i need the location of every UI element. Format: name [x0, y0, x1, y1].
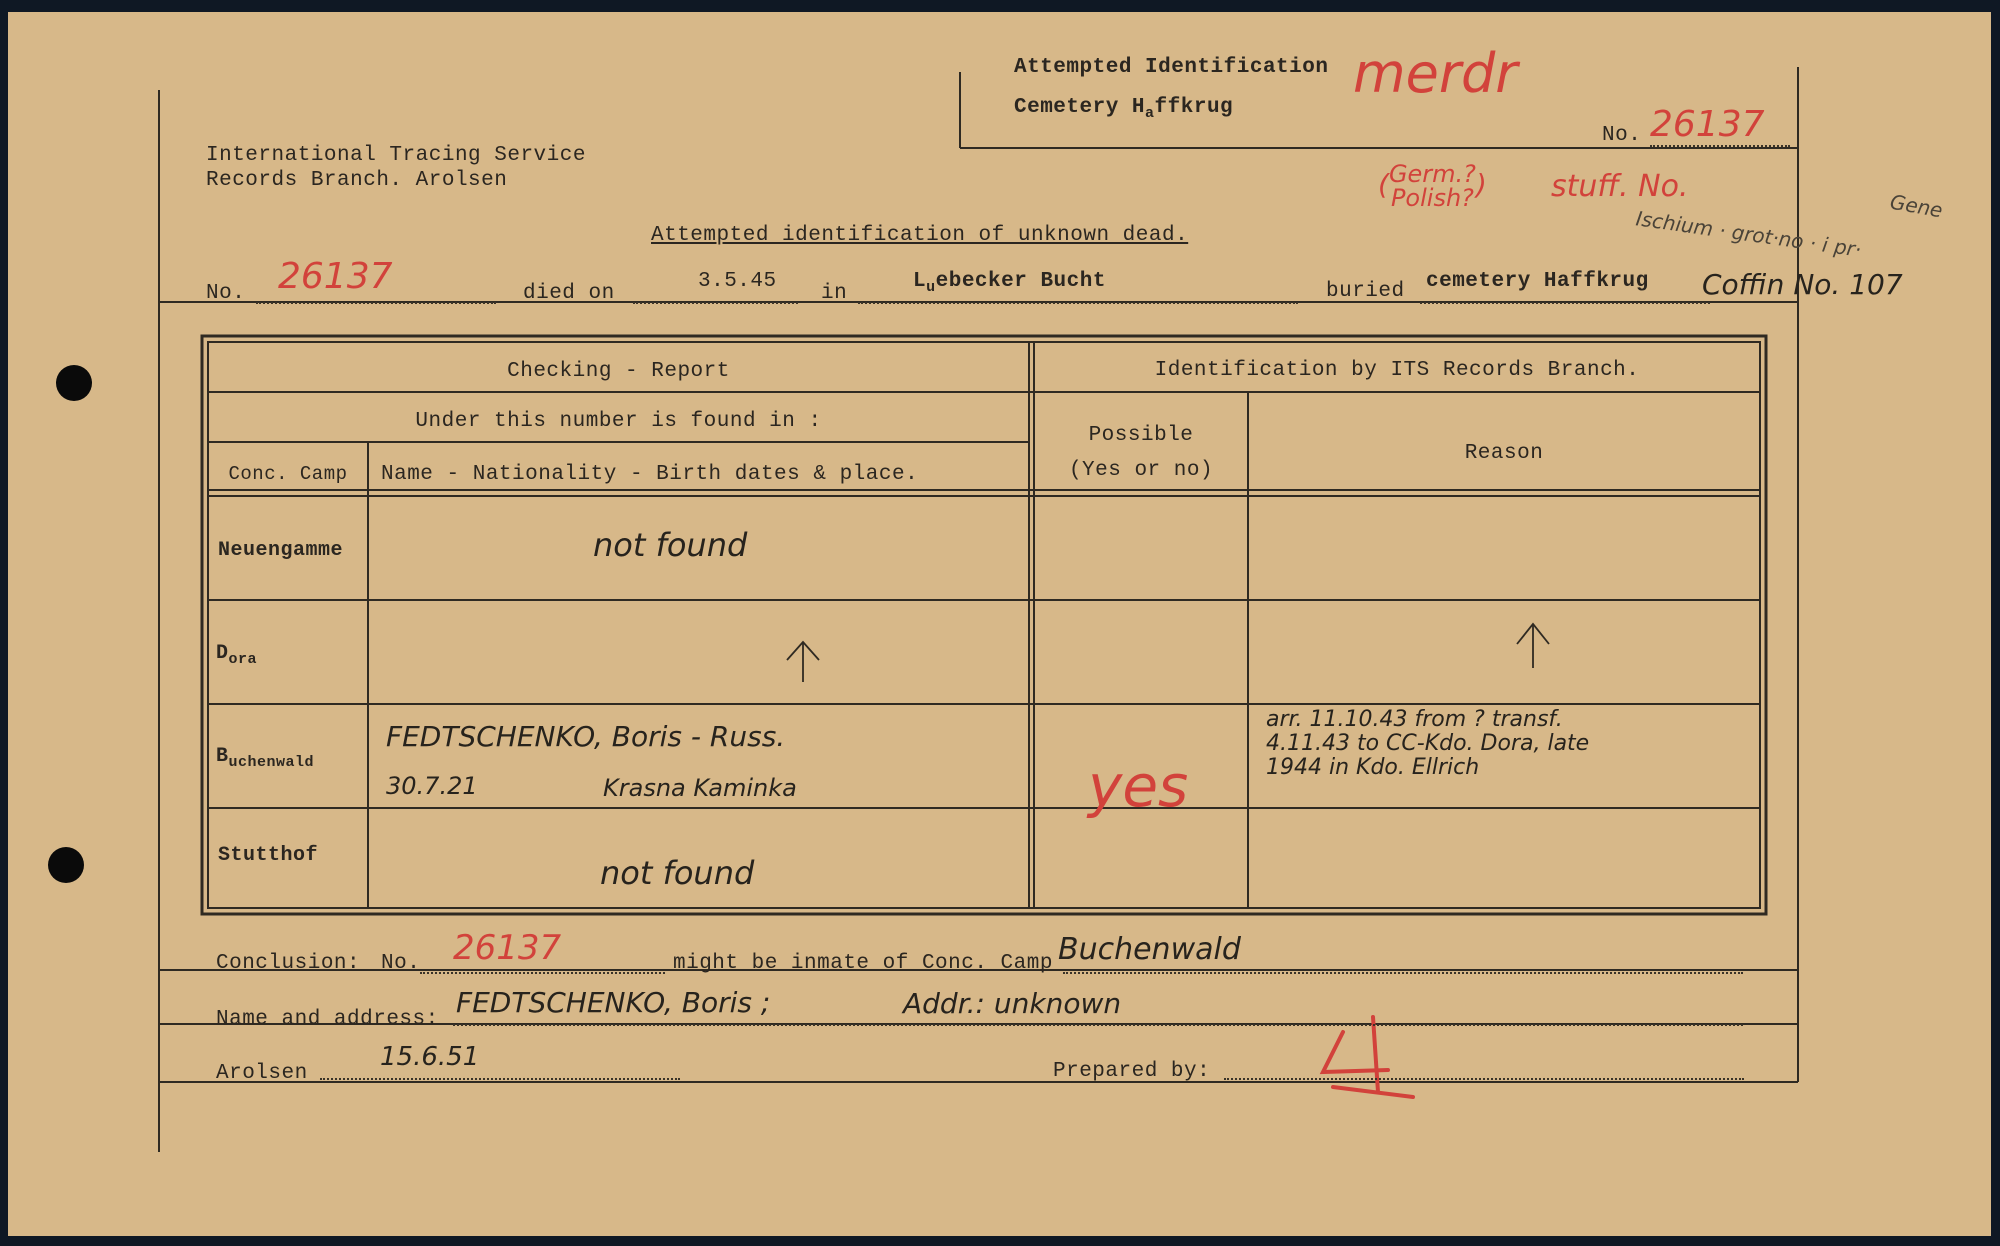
arolsen-label: Arolsen [216, 1062, 308, 1085]
pencil-note-gene: Gene [1888, 189, 1945, 223]
buried-label: buried [1326, 280, 1405, 303]
row-camp-dora: $D_{ora}$ [216, 642, 258, 668]
buried-value: cemetery Haffkrug [1426, 270, 1649, 293]
handwritten-germ-polish: ( Germ.? Polish? ) [1378, 160, 1487, 212]
prepared-by-label: Prepared by: [1053, 1060, 1211, 1083]
row-camp-buchenwald: $B_{uchenwald}$ [216, 745, 315, 771]
conclusion-no-label: No. [381, 952, 421, 975]
died-on-label: died on [523, 282, 615, 305]
arolsen-date: 15.6.51 [380, 1042, 480, 1072]
punch-hole-top [56, 365, 92, 401]
conclusion-no-dots [420, 972, 665, 974]
record-no-dots [256, 302, 496, 304]
row-name-not-found-2: not found [600, 854, 755, 892]
red-initial-mark [1323, 1017, 1413, 1097]
row-birth-date: 30.7.21 [386, 772, 478, 800]
form-rule-lines [8, 12, 1991, 1236]
died-on-dots [633, 302, 798, 304]
row-camp-stutthof: Stutthof [218, 844, 319, 867]
name-address-label: Name and address: [216, 1008, 439, 1031]
conclusion-no-value: 26137 [453, 928, 562, 968]
row-camp-neuengamme: Neuengamme [218, 539, 344, 562]
form-title: Attempted identification of unknown dead. [651, 224, 1189, 247]
in-label: in [821, 282, 848, 305]
row-name-fedtschenko: FEDTSCHENKO, Boris - Russ. [386, 720, 786, 753]
punch-hole-bottom [48, 847, 84, 883]
place-value: $L_uebecker$ Bucht [913, 270, 1106, 297]
pencil-note-line: Ischium · grot·no · i pr· [1634, 206, 1863, 262]
col-conc-camp: Conc. Camp [228, 463, 348, 485]
col-name-nationality: Name - Nationality - Birth dates & place. [381, 463, 919, 486]
col-reason: Reason [1464, 442, 1544, 465]
name-address-value: FEDTSCHENKO, Boris ; [456, 986, 771, 1019]
place-dots [858, 302, 1298, 304]
record-card [8, 12, 1991, 1236]
cemetery-label: Cemetery $H_affkrug$ [1014, 96, 1234, 123]
handwritten-top-note: merdr [1353, 42, 1518, 105]
record-no-label: No. [206, 282, 246, 305]
record-no-value: 26137 [278, 256, 393, 297]
row-possible-yes: yes [1088, 752, 1189, 820]
checking-report-header: Checking - Report [507, 360, 730, 383]
handwritten-stuff-no: stuff. No. [1551, 169, 1689, 204]
row-birth-place: Krasna Kaminka [603, 774, 797, 802]
buried-dots [1420, 302, 1710, 304]
conclusion-might-be: might be inmate of Conc. Camp [673, 952, 1053, 975]
row-reason-text: arr. 11.10.43 from ? transf. 4.11.43 to CC-Kdo. Dora, late 1944 in Kdo. Ellrich [1266, 707, 1590, 780]
institution-line2: Records Branch. Arolsen [206, 169, 508, 192]
died-on-value: 3.5.45 [698, 270, 777, 293]
name-address-dots [453, 1024, 1743, 1026]
prepared-by-dots [1224, 1078, 1744, 1080]
under-number-header: Under this number is found in : [415, 410, 822, 433]
no-label-top: No. [1602, 124, 1642, 147]
col-possible-line2: (Yes or no) [1068, 459, 1214, 482]
row-name-not-found-1: not found [593, 526, 748, 564]
conclusion-camp-dots [1063, 972, 1743, 974]
institution-line1: International Tracing Service [206, 144, 586, 167]
coffin-number: Coffin No. 107 [1702, 268, 1903, 301]
no-value-top: 26137 [1650, 104, 1790, 147]
name-address-addr: Addr.: unknown [903, 987, 1122, 1020]
conclusion-camp-value: Buchenwald [1058, 932, 1241, 967]
arolsen-date-dots [320, 1078, 680, 1080]
identification-header: Identification by ITS Records Branch. [1154, 359, 1640, 382]
conclusion-label: Conclusion: [216, 952, 361, 975]
attempted-identification-label: Attempted Identification [1014, 56, 1329, 79]
col-possible-line1: Possible [1088, 424, 1194, 447]
